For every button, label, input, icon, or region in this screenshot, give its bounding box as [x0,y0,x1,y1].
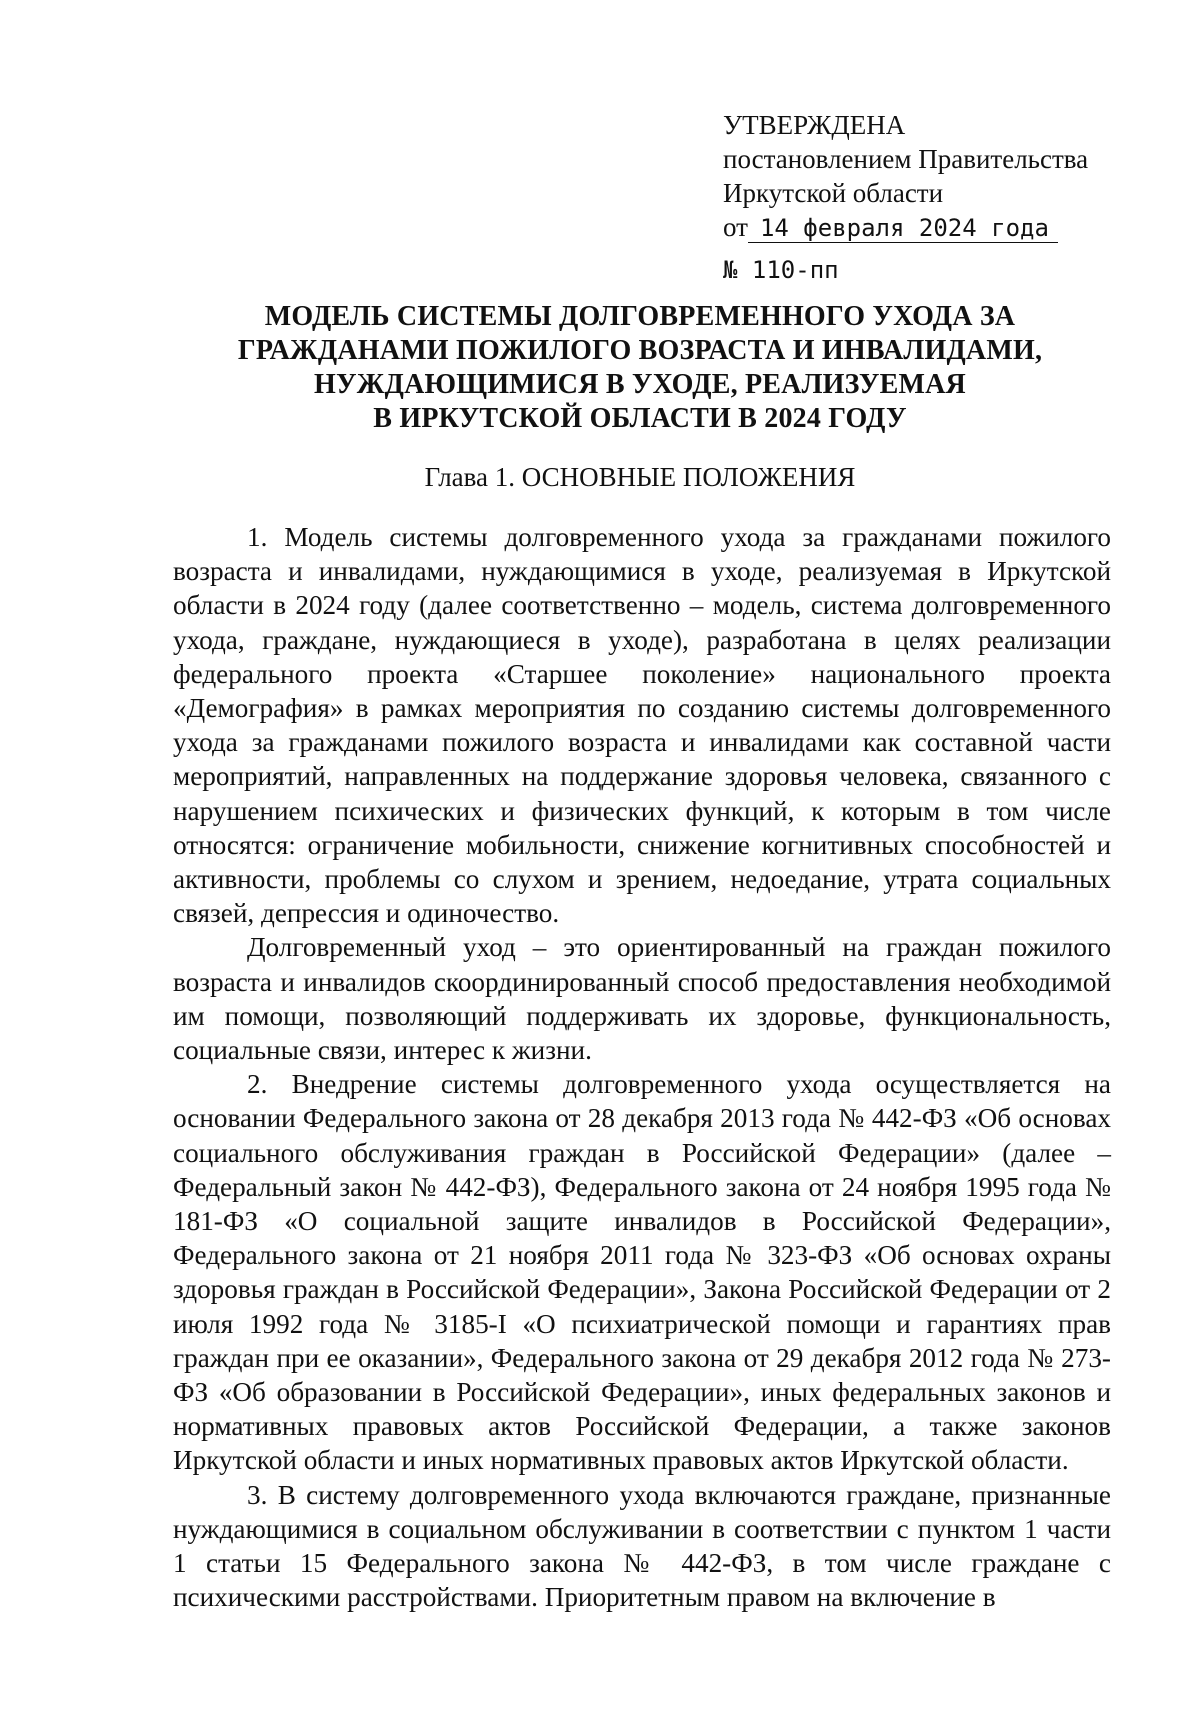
title-line-4: В ИРКУТСКОЙ ОБЛАСТИ В 2024 ГОДУ [373,403,907,434]
approval-date-value: 14 февраля 2024 года [748,214,1058,243]
chapter-heading: Глава 1. ОСНОВНЫЕ ПОЛОЖЕНИЯ [424,462,856,492]
title-line-1: МОДЕЛЬ СИСТЕМЫ ДОЛГОВРЕМЕННОГО УХОДА ЗА [264,301,1016,332]
paragraph-3: 2. Внедрение системы долговременного ухода осуществляется на основании Федерального закона от 28 декабря 2013 года № 442-ФЗ «Об основах социального обслуживания граждан в Российской Федерации» (далее – Федеральный закон № 442-ФЗ), Федерального закона от 24 ноября 1995 года № 181-ФЗ «О социальной защите инвалидов в Российской Федерации», Федерального закона от 21 ноября 2011 года № 323-ФЗ «Об основах охраны здоровья граждан в Российской Федерации», Закона Российской Федерации от 2 июля 1992 года № 3185-I «О психиатрической помощи и гарантиях прав граждан при ее оказании», Федерального закона от 29 декабря 2012 года № 273-ФЗ «Об образовании в Российской Федерации», иных федеральных законов и нормативных правовых актов Российской Федерации, а также законов Иркутской области и иных нормативных правовых актов Иркутской области. [173,1069,1111,1476]
title-line-2: ГРАЖДАНАМИ ПОЖИЛОГО ВОЗРАСТА И ИНВАЛИДАМИ, [237,335,1043,366]
document-title [160,300,1120,436]
approval-by-line: постановлением Правительства [723,144,1089,174]
approval-date-line [723,210,1123,245]
document-body [173,520,1111,1615]
approval-status: УТВЕРЖДЕНА [723,110,906,140]
approval-date-prefix: от [723,212,748,242]
approval-region-line: Иркутской области [723,178,944,208]
paragraph-1: 1. Модель системы долговременного ухода за гражданами пожилого возраста и инвалидами, нуждающимися в уходе, реализуемая в Иркутской области в 2024 году (далее соответственно – модель, система долговременного ухода, граждане, нуждающиеся в уходе), разработана в целях реализации федерального проекта «Старшее поколение» национального проекта «Демография» в рамках мероприятия по созданию системы долговременного ухода за гражданами пожилого возраста и инвалидами как составной части мероприятий, направленных на поддержание здоровья человека, связанного с нарушением психических и физических функций, к которым в том числе относятся: ограничение мобильности, снижение когнитивных способностей и активности, проблемы со слухом и зрением, недоедание, утрата социальных связей, депрессия и одиночество. [173,522,1111,929]
approval-number: № 110-пп [723,256,839,284]
title-line-3: НУЖДАЮЩИМИСЯ В УХОДЕ, РЕАЛИЗУЕМАЯ [314,369,966,400]
paragraph-4: 3. В систему долговременного ухода включаются граждане, признанные нуждающимися в социальном обслуживании в соответствии с пунктом 1 части 1 статьи 15 Федерального закона № 442-ФЗ, в том числе граждане с психическими расстройствами. Приоритетным правом на включение в [173,1479,1111,1613]
approval-block [723,108,1123,287]
paragraph-2: Долговременный уход – это ориентированный на граждан пожилого возраста и инвалидов скоординированный способ предоставления необходимой им помощи, позволяющий поддерживать их здоровье, функциональность, социальные связи, интерес к жизни. [173,932,1111,1066]
